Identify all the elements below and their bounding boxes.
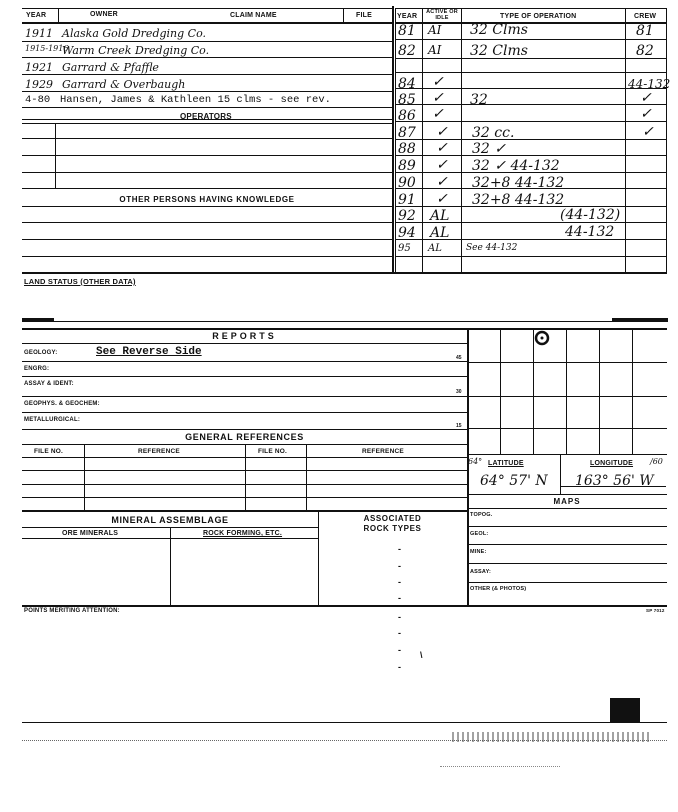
- rule: [395, 8, 396, 272]
- rule: [245, 444, 246, 510]
- rule: [22, 343, 467, 344]
- rule: [500, 328, 501, 454]
- rule: [22, 91, 392, 92]
- rule: [467, 328, 469, 606]
- activity-year: 88: [398, 141, 416, 157]
- activity-status: AL: [428, 243, 442, 254]
- col-year-label: YEAR: [26, 12, 47, 19]
- activity-year: 92: [398, 208, 416, 224]
- activity-year: 86: [398, 108, 416, 124]
- rock-forming-label: ROCK FORMING, ETC.: [203, 530, 283, 537]
- rule: [22, 412, 467, 413]
- activity-status: ✓: [432, 90, 444, 106]
- rule: [599, 328, 600, 454]
- rule: [22, 256, 392, 257]
- rule: [306, 444, 307, 510]
- rule: [22, 361, 467, 362]
- rule: [22, 155, 392, 156]
- owner-row-text: Hansen, James & Kathleen 15 clms - see rev.: [60, 94, 331, 106]
- scan-mark: -: [398, 561, 401, 571]
- activity-year: 90: [398, 175, 416, 191]
- owner-row-text: Alaska Gold Dredging Co.: [62, 27, 207, 40]
- rule: [467, 582, 667, 583]
- scan-mark: -: [398, 612, 401, 622]
- margin-number: 30: [456, 389, 462, 395]
- rock-types-label: ROCK TYPES: [363, 524, 422, 533]
- rule: [467, 508, 667, 509]
- activity-type: See 44-132: [466, 243, 518, 253]
- owner-row-year: 1921: [25, 61, 53, 74]
- activity-type: 32 ✓ 44-132: [472, 158, 560, 174]
- maps-title: MAPS: [553, 497, 581, 506]
- margin-number: 45: [456, 355, 462, 361]
- maps-geol-label: GEOL:: [470, 531, 489, 537]
- activity-type: 32: [470, 92, 488, 108]
- activity-type: 32 ✓: [472, 141, 506, 157]
- activity-year: 84: [398, 76, 416, 92]
- rule: [22, 538, 318, 539]
- rule: [395, 72, 667, 73]
- activity-status: ✓: [436, 191, 448, 207]
- activity-type: 32 cc.: [472, 125, 515, 141]
- rule: [560, 486, 666, 487]
- margin-number: 15: [456, 423, 462, 429]
- col-year-label: YEAR: [397, 13, 418, 20]
- rule: [22, 484, 467, 485]
- latitude-prefix: 64°: [468, 457, 483, 466]
- maps-mine-label: MINE:: [470, 549, 487, 555]
- activity-year: 87: [398, 125, 416, 141]
- activity-type: 32+8 44-132: [472, 175, 565, 191]
- rule: [58, 8, 59, 22]
- rule: [22, 722, 667, 723]
- rule: [22, 328, 667, 330]
- activity-status: AI: [428, 43, 442, 57]
- rule: [467, 428, 667, 429]
- rule: [467, 544, 667, 545]
- geology-label: GEOLOGY:: [24, 350, 58, 356]
- activity-crew: ✓: [642, 124, 654, 140]
- rule: [22, 206, 392, 207]
- rule: [22, 41, 392, 42]
- activity-status: ✓: [436, 174, 448, 190]
- rule: [392, 6, 394, 274]
- rule: [22, 239, 392, 240]
- rule: [440, 766, 560, 767]
- activity-type: 32 Clms: [470, 43, 528, 59]
- activity-crew: ✓: [640, 106, 652, 122]
- scan-mark: \: [420, 650, 423, 660]
- rule: [395, 58, 667, 59]
- rule: [22, 8, 392, 9]
- owner-row-text: Garrard & Overbaugh: [62, 78, 186, 91]
- scan-mark: -: [398, 577, 401, 587]
- rule: [22, 107, 392, 108]
- rule: [22, 321, 667, 322]
- scan-mark: -: [398, 544, 401, 554]
- general-references-title: GENERAL REFERENCES: [185, 432, 304, 442]
- rule: [343, 8, 344, 22]
- longitude-value: 163° 56' W: [575, 473, 654, 489]
- maps-topog-label: TOPOG.: [470, 512, 493, 518]
- rule: [395, 39, 667, 40]
- col-claim-name-label: CLAIM NAME: [230, 12, 277, 19]
- points-meriting-attention-label: POINTS MERITING ATTENTION:: [24, 608, 120, 614]
- col-active-idle-label: ACTIVE OR IDLE: [426, 9, 458, 21]
- rule: [22, 57, 392, 58]
- activity-year: 89: [398, 158, 416, 174]
- ref-col-reference: REFERENCE: [138, 448, 180, 455]
- owner-row-text: Garrard & Pfaffle: [62, 61, 159, 74]
- activity-status: ✓: [432, 74, 444, 90]
- rule: [632, 328, 633, 454]
- geophys-label: GEOPHYS. & GEOCHEM:: [24, 401, 100, 407]
- activity-year: 95: [398, 243, 411, 254]
- owner-row-year: 1911: [25, 27, 53, 40]
- rule: [666, 8, 667, 272]
- col-crew-label: CREW: [634, 13, 657, 20]
- ref-col-file-no: FILE NO.: [34, 448, 64, 455]
- rule: [22, 22, 392, 24]
- rule: [22, 396, 467, 397]
- mineral-assemblage-title: MINERAL ASSEMBLAGE: [111, 515, 229, 525]
- activity-year: 91: [398, 192, 416, 208]
- scan-noise: [452, 732, 652, 742]
- rule: [22, 605, 667, 607]
- scan-mark: -: [398, 662, 401, 672]
- rule: [467, 454, 667, 455]
- rule: [467, 396, 667, 397]
- engrg-label: ENGRG:: [24, 366, 50, 372]
- activity-status: ✓: [436, 140, 448, 156]
- activity-status: AL: [430, 225, 450, 241]
- rule: [467, 563, 667, 564]
- longitude-label: LONGITUDE: [590, 460, 634, 467]
- rule: [22, 138, 392, 139]
- activity-crew: 44-132: [628, 77, 671, 91]
- col-type-of-operation-label: TYPE OF OPERATION: [500, 13, 577, 20]
- other-persons-title: OTHER PERSONS HAVING KNOWLEDGE: [119, 195, 295, 204]
- activity-crew: ✓: [640, 90, 652, 106]
- latitude-label: LATITUDE: [488, 460, 524, 467]
- reports-title: REPORTS: [212, 331, 277, 341]
- col-file-label: FILE: [356, 12, 372, 19]
- activity-year: 81: [398, 23, 416, 39]
- rule: [22, 510, 467, 512]
- longitude-suffix: /60: [650, 457, 663, 466]
- owner-row-text: Warm Creek Dredging Co.: [62, 44, 210, 57]
- rule: [22, 497, 467, 498]
- ore-minerals-label: ORE MINERALS: [62, 530, 119, 537]
- location-circle-icon: [533, 329, 551, 347]
- activity-type: (44-132): [560, 207, 621, 223]
- rule: [461, 8, 462, 272]
- geology-value: See Reverse Side: [96, 346, 202, 358]
- activity-type: 44-132: [565, 224, 615, 240]
- col-owner-label: OWNER: [90, 11, 118, 18]
- activity-status: ✓: [432, 106, 444, 122]
- activity-crew: 82: [636, 43, 654, 59]
- operators-title: OPERATORS: [180, 112, 232, 121]
- owner-row-year: 1915-1916: [25, 44, 69, 53]
- rule: [22, 457, 467, 458]
- activity-year: 82: [398, 43, 416, 59]
- rule: [22, 172, 392, 173]
- rule: [467, 362, 667, 363]
- ref-col-reference: REFERENCE: [362, 448, 404, 455]
- metallurgical-label: METALLURGICAL:: [24, 417, 81, 423]
- land-status-label: LAND STATUS (OTHER DATA): [24, 277, 136, 286]
- rule: [395, 256, 667, 257]
- rule: [467, 526, 667, 527]
- rule: [22, 376, 467, 377]
- owner-row-year: 4-80: [25, 94, 51, 106]
- assay-ident-label: ASSAY & IDENT:: [24, 381, 74, 387]
- latitude-value: 64° 57' N: [480, 473, 548, 489]
- rule: [22, 222, 392, 223]
- rule: [84, 444, 85, 510]
- activity-type: 32 Clms: [470, 22, 528, 38]
- maps-assay-label: ASSAY:: [470, 569, 492, 575]
- rule: [560, 454, 561, 494]
- maps-other-label: OTHER (& PHOTOS): [470, 586, 527, 592]
- scan-mark: -: [398, 628, 401, 638]
- rule: [22, 188, 392, 189]
- activity-year: 85: [398, 92, 416, 108]
- activity-status: ✓: [436, 157, 448, 173]
- form-number: SP 7012: [646, 608, 665, 613]
- owner-row-year: 1929: [25, 78, 53, 91]
- activity-status: AL: [430, 208, 450, 224]
- activity-status: ✓: [436, 124, 448, 140]
- rule: [566, 328, 567, 454]
- scan-mark: [610, 698, 640, 722]
- activity-type: 32+8 44-132: [472, 192, 565, 208]
- rule: [22, 272, 667, 274]
- ref-col-file-no: FILE NO.: [258, 448, 288, 455]
- associated-label: ASSOCIATED: [363, 514, 422, 523]
- scan-mark: -: [398, 645, 401, 655]
- rule: [22, 123, 392, 124]
- rule: [22, 429, 467, 430]
- scan-mark: -: [398, 593, 401, 603]
- rule: [625, 8, 626, 272]
- rule: [422, 8, 423, 272]
- rule: [55, 123, 56, 188]
- activity-status: AI: [428, 23, 442, 37]
- activity-year: 94: [398, 225, 416, 241]
- rule: [467, 494, 667, 495]
- rule: [22, 74, 392, 75]
- rule: [22, 470, 467, 471]
- activity-crew: 81: [636, 23, 654, 39]
